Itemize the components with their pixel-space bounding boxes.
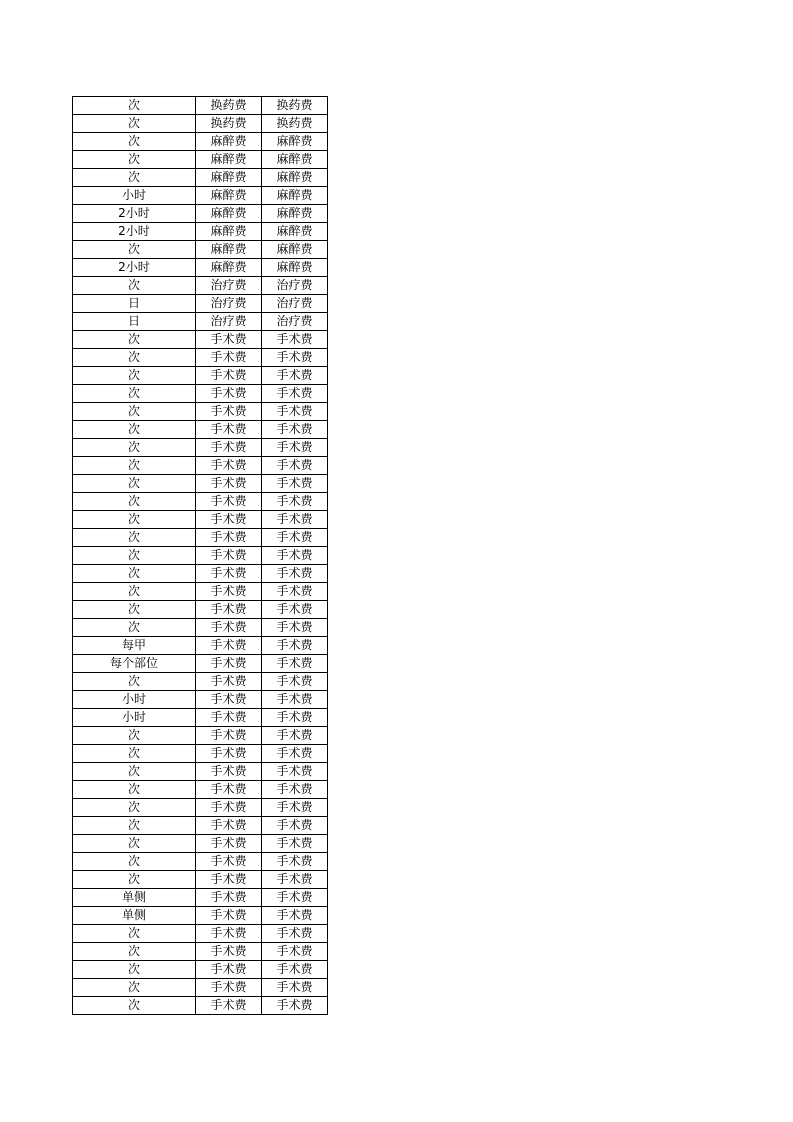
unit-cell: 单侧 xyxy=(73,907,196,925)
fee-category-cell: 麻醉费 xyxy=(196,187,262,205)
table-row xyxy=(73,385,328,403)
fee-category-cell: 手术费 xyxy=(196,583,262,601)
fee-category-cell-2: 手术费 xyxy=(262,727,328,745)
table-row xyxy=(73,961,328,979)
fee-category-cell-2: 手术费 xyxy=(262,997,328,1015)
fee-category-cell-2: 手术费 xyxy=(262,367,328,385)
table-row xyxy=(73,637,328,655)
fee-category-cell: 手术费 xyxy=(196,889,262,907)
fee-category-cell-2: 麻醉费 xyxy=(262,241,328,259)
fee-category-cell: 手术费 xyxy=(196,997,262,1015)
table-row xyxy=(73,475,328,493)
unit-cell: 次 xyxy=(73,745,196,763)
table-row xyxy=(73,943,328,961)
fee-category-cell: 手术费 xyxy=(196,637,262,655)
unit-cell: 小时 xyxy=(73,709,196,727)
fee-category-cell-2: 手术费 xyxy=(262,889,328,907)
fee-category-cell-2: 麻醉费 xyxy=(262,187,328,205)
fee-category-cell-2: 手术费 xyxy=(262,565,328,583)
table-row xyxy=(73,583,328,601)
table-row xyxy=(73,403,328,421)
table-row xyxy=(73,547,328,565)
unit-cell: 次 xyxy=(73,817,196,835)
unit-cell: 次 xyxy=(73,133,196,151)
table-row xyxy=(73,979,328,997)
unit-cell: 次 xyxy=(73,943,196,961)
fee-category-cell-2: 手术费 xyxy=(262,583,328,601)
table-row xyxy=(73,997,328,1015)
table-row xyxy=(73,565,328,583)
unit-cell: 次 xyxy=(73,421,196,439)
table-row xyxy=(73,493,328,511)
unit-cell: 单侧 xyxy=(73,889,196,907)
table-row xyxy=(73,763,328,781)
fee-category-cell: 治疗费 xyxy=(196,295,262,313)
unit-cell: 次 xyxy=(73,547,196,565)
table-row xyxy=(73,457,328,475)
fee-category-cell-2: 手术费 xyxy=(262,403,328,421)
fee-category-cell: 手术费 xyxy=(196,421,262,439)
fee-category-cell-2: 麻醉费 xyxy=(262,151,328,169)
table-row xyxy=(73,367,328,385)
table-row xyxy=(73,205,328,223)
fee-category-cell-2: 手术费 xyxy=(262,925,328,943)
table-row xyxy=(73,223,328,241)
fee-category-cell-2: 手术费 xyxy=(262,799,328,817)
fee-category-cell-2: 手术费 xyxy=(262,853,328,871)
fee-category-cell: 手术费 xyxy=(196,799,262,817)
fee-category-cell-2: 手术费 xyxy=(262,493,328,511)
table-row xyxy=(73,421,328,439)
fee-category-cell: 手术费 xyxy=(196,745,262,763)
fee-category-cell-2: 手术费 xyxy=(262,709,328,727)
fee-category-cell-2: 麻醉费 xyxy=(262,169,328,187)
fee-category-cell: 手术费 xyxy=(196,835,262,853)
fee-category-cell: 手术费 xyxy=(196,403,262,421)
table-row xyxy=(73,817,328,835)
fee-category-cell: 手术费 xyxy=(196,943,262,961)
unit-cell: 次 xyxy=(73,475,196,493)
table-row xyxy=(73,799,328,817)
unit-cell: 次 xyxy=(73,583,196,601)
table-row xyxy=(73,115,328,133)
fee-category-cell-2: 手术费 xyxy=(262,979,328,997)
unit-cell: 次 xyxy=(73,799,196,817)
fee-category-cell-2: 手术费 xyxy=(262,619,328,637)
fee-category-cell: 手术费 xyxy=(196,493,262,511)
table-row xyxy=(73,835,328,853)
fee-category-cell-2: 手术费 xyxy=(262,745,328,763)
fee-category-cell: 麻醉费 xyxy=(196,259,262,277)
fee-category-cell: 手术费 xyxy=(196,727,262,745)
table-row xyxy=(73,331,328,349)
table-row xyxy=(73,619,328,637)
unit-cell: 次 xyxy=(73,853,196,871)
table-row xyxy=(73,133,328,151)
unit-cell: 日 xyxy=(73,313,196,331)
table-row xyxy=(73,673,328,691)
table-row xyxy=(73,511,328,529)
table-row xyxy=(73,529,328,547)
table-row xyxy=(73,709,328,727)
unit-cell: 次 xyxy=(73,457,196,475)
unit-cell: 次 xyxy=(73,529,196,547)
table-row xyxy=(73,853,328,871)
fee-category-cell-2: 手术费 xyxy=(262,439,328,457)
fee-category-cell-2: 麻醉费 xyxy=(262,205,328,223)
fee-category-cell: 换药费 xyxy=(196,115,262,133)
unit-cell: 次 xyxy=(73,115,196,133)
fee-category-cell-2: 手术费 xyxy=(262,835,328,853)
fee-category-cell: 手术费 xyxy=(196,763,262,781)
unit-cell: 次 xyxy=(73,727,196,745)
unit-cell: 次 xyxy=(73,151,196,169)
table-row xyxy=(73,187,328,205)
fee-category-cell-2: 手术费 xyxy=(262,457,328,475)
unit-cell: 小时 xyxy=(73,187,196,205)
unit-cell: 次 xyxy=(73,565,196,583)
fee-category-cell: 手术费 xyxy=(196,871,262,889)
unit-cell: 次 xyxy=(73,781,196,799)
unit-cell: 2小时 xyxy=(73,205,196,223)
fee-category-cell-2: 换药费 xyxy=(262,115,328,133)
unit-cell: 次 xyxy=(73,871,196,889)
unit-cell: 次 xyxy=(73,439,196,457)
fee-category-cell-2: 手术费 xyxy=(262,331,328,349)
unit-cell: 次 xyxy=(73,385,196,403)
table-row xyxy=(73,601,328,619)
fee-category-cell-2: 手术费 xyxy=(262,421,328,439)
fee-category-cell: 手术费 xyxy=(196,349,262,367)
table-row xyxy=(73,295,328,313)
fee-category-cell: 手术费 xyxy=(196,655,262,673)
fee-category-cell: 手术费 xyxy=(196,853,262,871)
table-row xyxy=(73,889,328,907)
unit-cell: 每甲 xyxy=(73,637,196,655)
fee-category-cell: 手术费 xyxy=(196,385,262,403)
fee-category-cell: 手术费 xyxy=(196,439,262,457)
fee-category-cell-2: 治疗费 xyxy=(262,313,328,331)
table-row xyxy=(73,655,328,673)
unit-cell: 次 xyxy=(73,367,196,385)
unit-cell: 次 xyxy=(73,979,196,997)
fee-category-cell-2: 手术费 xyxy=(262,547,328,565)
fee-category-cell: 麻醉费 xyxy=(196,133,262,151)
fee-category-cell-2: 换药费 xyxy=(262,97,328,115)
fee-category-cell-2: 手术费 xyxy=(262,349,328,367)
fee-category-cell: 手术费 xyxy=(196,331,262,349)
fee-category-cell-2: 手术费 xyxy=(262,511,328,529)
fee-category-cell-2: 手术费 xyxy=(262,781,328,799)
fee-category-cell: 治疗费 xyxy=(196,277,262,295)
fee-table-body xyxy=(73,97,328,1015)
table-row xyxy=(73,925,328,943)
table-row xyxy=(73,313,328,331)
fee-category-cell: 手术费 xyxy=(196,691,262,709)
fee-category-cell: 换药费 xyxy=(196,97,262,115)
unit-cell: 次 xyxy=(73,763,196,781)
fee-category-cell-2: 手术费 xyxy=(262,691,328,709)
fee-category-cell-2: 治疗费 xyxy=(262,277,328,295)
fee-category-cell: 手术费 xyxy=(196,565,262,583)
fee-category-cell: 治疗费 xyxy=(196,313,262,331)
fee-category-cell: 手术费 xyxy=(196,601,262,619)
fee-category-cell: 手术费 xyxy=(196,547,262,565)
fee-category-cell-2: 手术费 xyxy=(262,817,328,835)
fee-category-cell: 麻醉费 xyxy=(196,241,262,259)
unit-cell: 次 xyxy=(73,331,196,349)
unit-cell: 次 xyxy=(73,997,196,1015)
fee-table xyxy=(72,96,328,1015)
fee-category-cell: 手术费 xyxy=(196,475,262,493)
fee-category-cell: 手术费 xyxy=(196,961,262,979)
unit-cell: 次 xyxy=(73,97,196,115)
fee-category-cell: 手术费 xyxy=(196,619,262,637)
fee-category-cell: 麻醉费 xyxy=(196,151,262,169)
unit-cell: 次 xyxy=(73,241,196,259)
table-row xyxy=(73,97,328,115)
unit-cell: 日 xyxy=(73,295,196,313)
fee-category-cell: 手术费 xyxy=(196,529,262,547)
fee-category-cell-2: 手术费 xyxy=(262,475,328,493)
unit-cell: 次 xyxy=(73,601,196,619)
table-row xyxy=(73,259,328,277)
unit-cell: 次 xyxy=(73,961,196,979)
unit-cell: 次 xyxy=(73,277,196,295)
unit-cell: 次 xyxy=(73,511,196,529)
fee-category-cell: 手术费 xyxy=(196,709,262,727)
fee-category-cell-2: 麻醉费 xyxy=(262,133,328,151)
fee-category-cell-2: 手术费 xyxy=(262,601,328,619)
fee-category-cell: 麻醉费 xyxy=(196,169,262,187)
fee-category-cell-2: 手术费 xyxy=(262,385,328,403)
fee-category-cell-2: 手术费 xyxy=(262,655,328,673)
fee-category-cell-2: 手术费 xyxy=(262,763,328,781)
table-row xyxy=(73,781,328,799)
unit-cell: 次 xyxy=(73,925,196,943)
fee-category-cell: 手术费 xyxy=(196,817,262,835)
fee-category-cell-2: 手术费 xyxy=(262,961,328,979)
table-row xyxy=(73,907,328,925)
table-row xyxy=(73,871,328,889)
fee-category-cell-2: 手术费 xyxy=(262,637,328,655)
table-row xyxy=(73,691,328,709)
fee-category-cell-2: 麻醉费 xyxy=(262,223,328,241)
unit-cell: 每个部位 xyxy=(73,655,196,673)
table-row xyxy=(73,745,328,763)
fee-category-cell-2: 手术费 xyxy=(262,907,328,925)
fee-category-cell: 手术费 xyxy=(196,925,262,943)
table-row xyxy=(73,151,328,169)
fee-category-cell-2: 手术费 xyxy=(262,943,328,961)
table-row xyxy=(73,439,328,457)
table-row xyxy=(73,727,328,745)
unit-cell: 2小时 xyxy=(73,223,196,241)
fee-category-cell: 手术费 xyxy=(196,457,262,475)
unit-cell: 次 xyxy=(73,619,196,637)
table-row xyxy=(73,349,328,367)
fee-category-cell: 手术费 xyxy=(196,673,262,691)
fee-category-cell: 手术费 xyxy=(196,907,262,925)
table-row xyxy=(73,241,328,259)
unit-cell: 次 xyxy=(73,403,196,421)
unit-cell: 次 xyxy=(73,673,196,691)
table-row xyxy=(73,169,328,187)
fee-category-cell: 手术费 xyxy=(196,781,262,799)
fee-category-cell-2: 手术费 xyxy=(262,529,328,547)
fee-category-cell-2: 手术费 xyxy=(262,871,328,889)
unit-cell: 2小时 xyxy=(73,259,196,277)
fee-category-cell: 手术费 xyxy=(196,979,262,997)
fee-category-cell-2: 治疗费 xyxy=(262,295,328,313)
fee-category-cell-2: 手术费 xyxy=(262,673,328,691)
fee-category-cell: 手术费 xyxy=(196,511,262,529)
unit-cell: 次 xyxy=(73,493,196,511)
table-row xyxy=(73,277,328,295)
unit-cell: 小时 xyxy=(73,691,196,709)
fee-category-cell: 手术费 xyxy=(196,367,262,385)
unit-cell: 次 xyxy=(73,169,196,187)
unit-cell: 次 xyxy=(73,349,196,367)
unit-cell: 次 xyxy=(73,835,196,853)
fee-category-cell: 麻醉费 xyxy=(196,223,262,241)
fee-category-cell-2: 麻醉费 xyxy=(262,259,328,277)
fee-category-cell: 麻醉费 xyxy=(196,205,262,223)
